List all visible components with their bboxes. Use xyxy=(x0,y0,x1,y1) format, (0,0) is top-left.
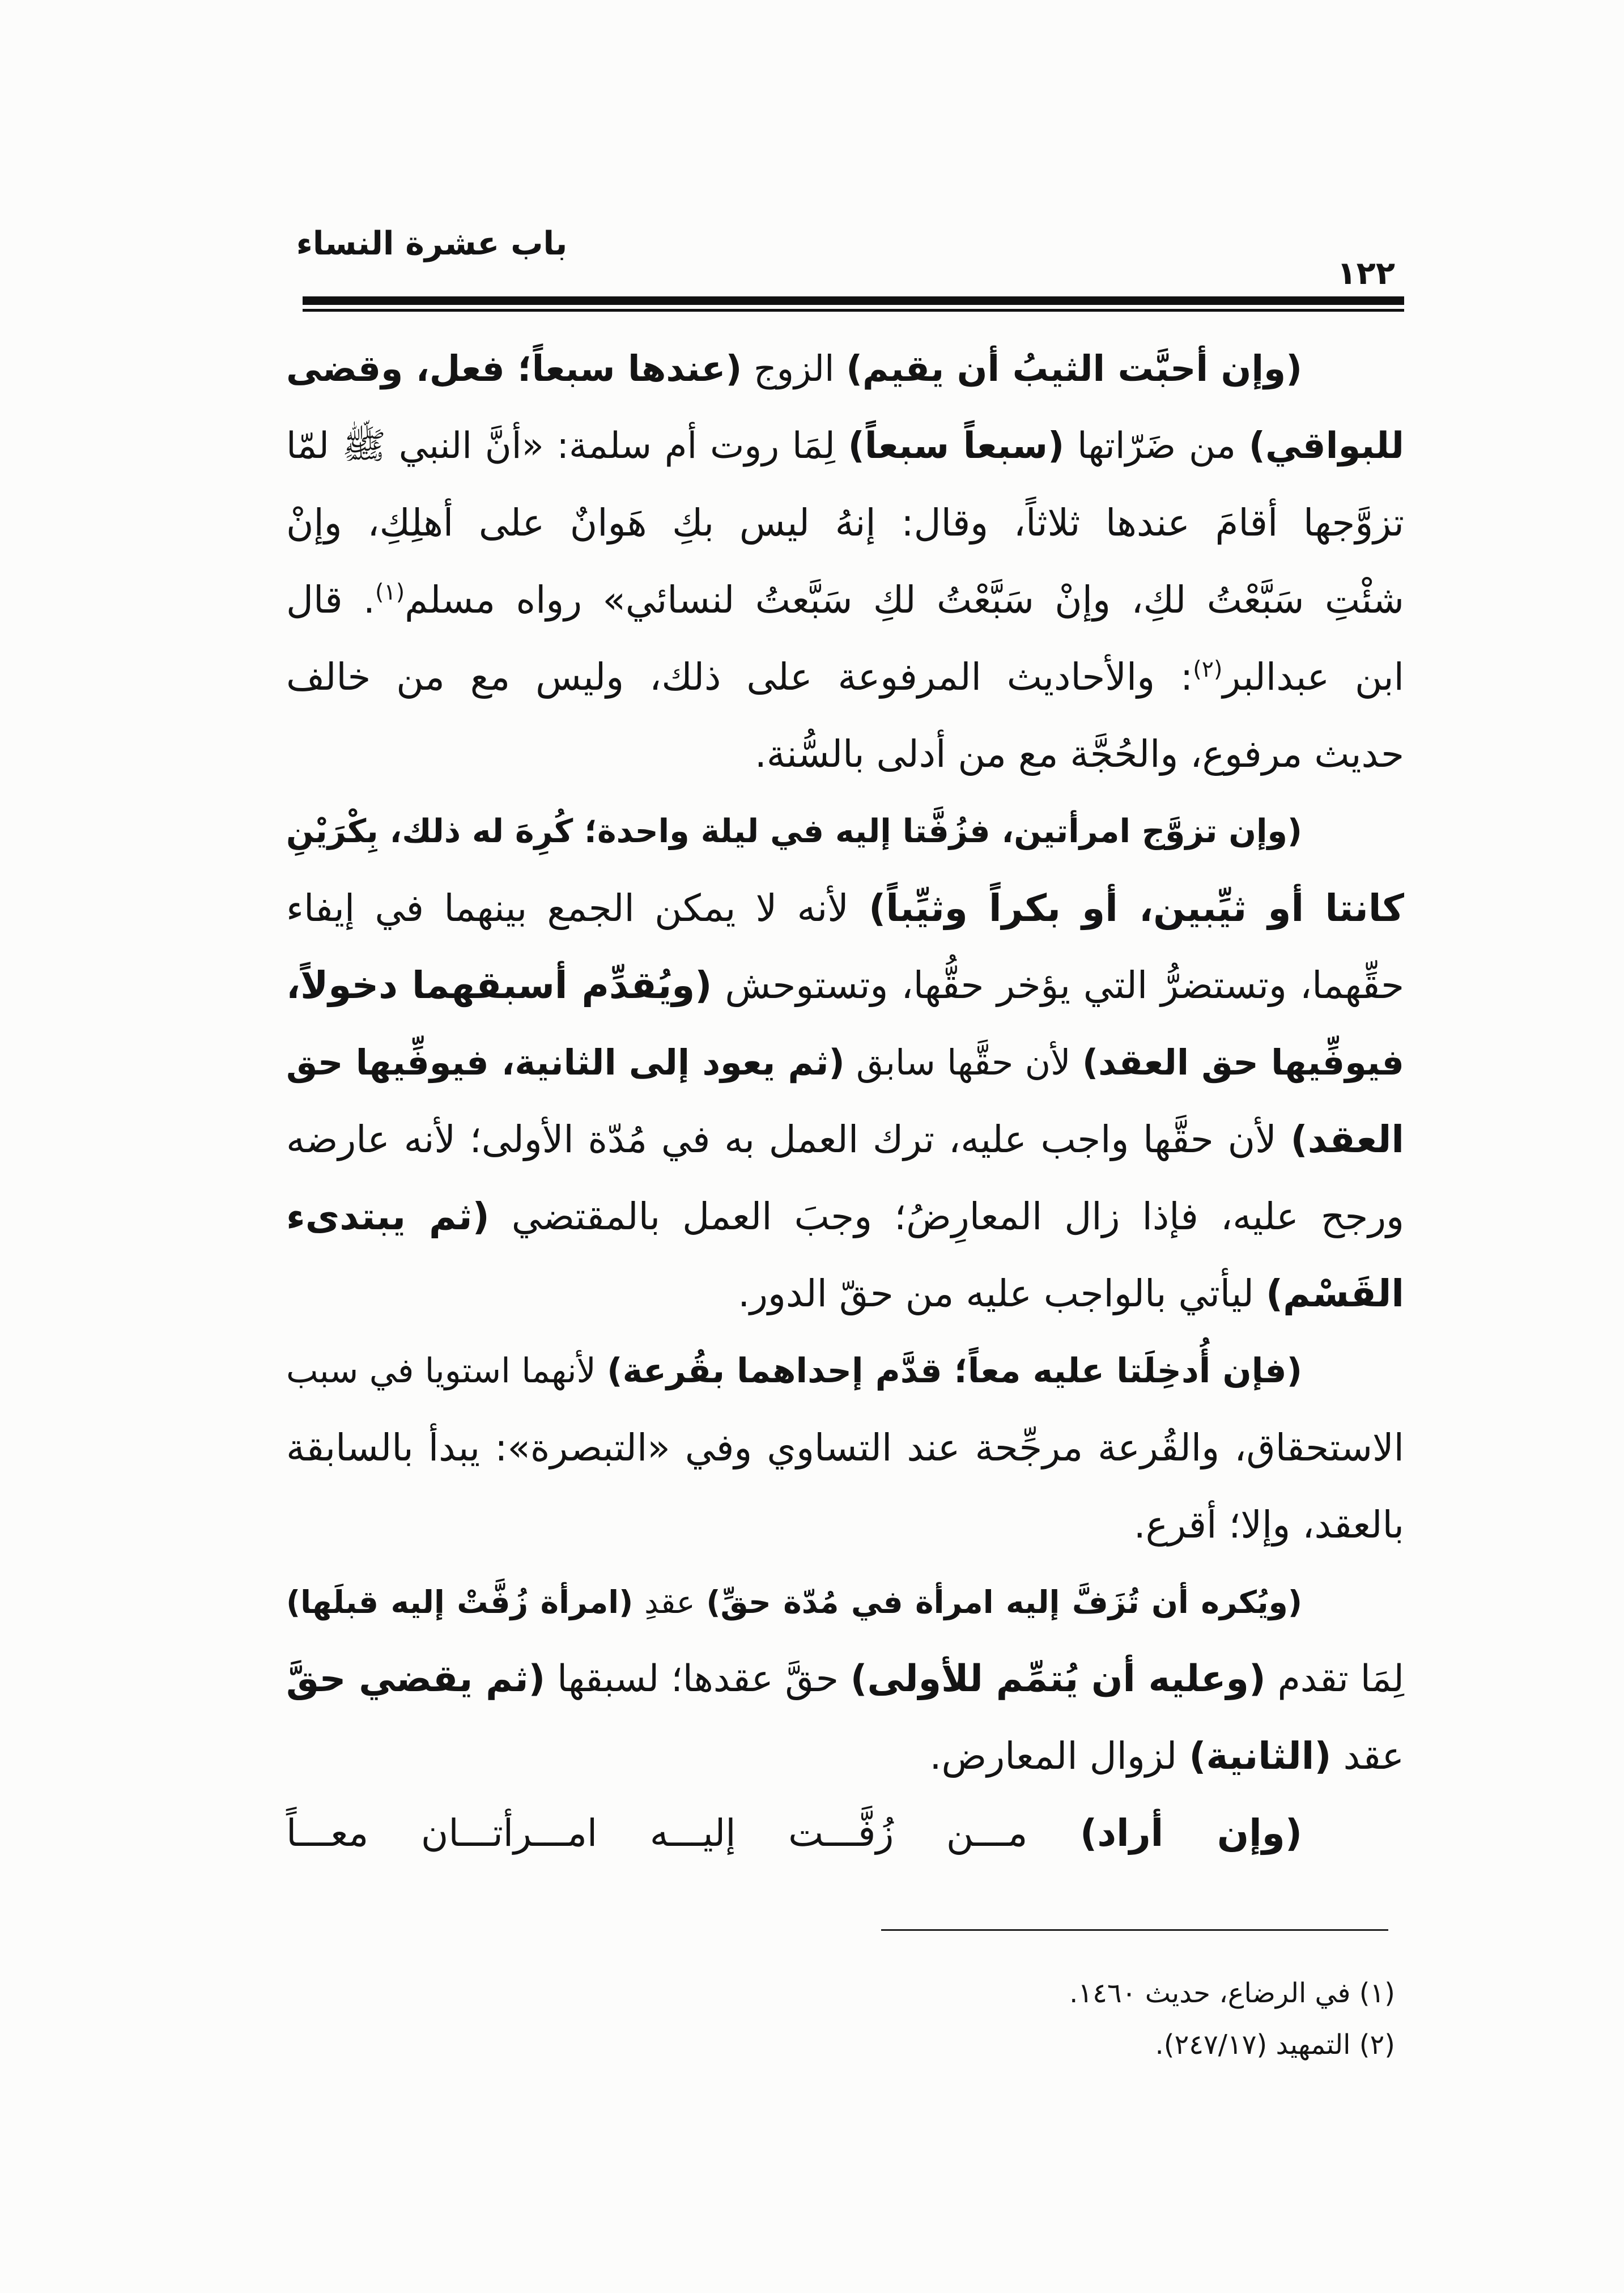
commentary-text: لِمَا تقدم xyxy=(1265,1658,1404,1700)
text-line xyxy=(286,793,1404,870)
text-line xyxy=(286,1332,1404,1409)
text-line xyxy=(286,716,1404,793)
matn-text: (فإن أُدخِلَتا عليه معاً؛ قدَّم إحداهما بقُرعة) xyxy=(607,1351,1303,1391)
commentary-text: : والأحاديث المرفوعة على ذلك، وليس مع من خالف xyxy=(286,655,1193,699)
matn-text: (ثم يقضي حقَّ xyxy=(286,1658,546,1700)
matn-text: فيوفِّيها حق العقد) xyxy=(1082,1042,1404,1083)
text-line xyxy=(286,1641,1404,1718)
paragraph xyxy=(286,1795,1404,1872)
text-line xyxy=(286,330,1404,407)
text-line xyxy=(286,639,1404,716)
paragraph xyxy=(286,330,1404,793)
matn-text: القَسْم) xyxy=(1266,1272,1404,1315)
commentary-text: لأنه لا يمكن الجمع بينهما في إيفاء xyxy=(286,886,869,930)
commentary-text: . قال xyxy=(286,578,375,622)
commentary-text: لزوال المعارض. xyxy=(929,1734,1189,1778)
text-line xyxy=(286,1718,1404,1795)
header-rule-thin xyxy=(303,309,1404,312)
matn-text: (الثانية) xyxy=(1189,1734,1332,1778)
commentary-text: من ضَرّاتها xyxy=(1064,425,1249,467)
matn-text: (ويُكره أن تُزَفَّ إليه امرأة في مُدّة حقِّ) xyxy=(706,1584,1302,1620)
matn-text: (سبعاً سبعاً) xyxy=(848,425,1065,467)
commentary-text: عقد xyxy=(1331,1734,1404,1778)
commentary-text: ابن عبدالبر xyxy=(1222,655,1404,699)
commentary-text: عقدِ xyxy=(633,1584,707,1620)
matn-text: (وإن تزوَّج امرأتين، فزُفَّتا إليه في ليلة واحدة؛ كُرِهَ له ذلك، بِكْرَيْنِ xyxy=(286,813,1302,850)
matn-text: (وعليه أن يُتمِّم للأولى) xyxy=(850,1658,1266,1700)
footnote-reference: (١) xyxy=(375,579,405,605)
commentary-text: مـــن زُفَّـــت إليـــه امـــرأتـــان معـــاً xyxy=(286,1811,1081,1855)
page-number: ١٢٢ xyxy=(1337,255,1395,292)
commentary-text: لأنهما استويا في سبب xyxy=(286,1351,607,1391)
matn-text: (ويُقدِّم أسبقهما دخولاً، xyxy=(286,963,712,1007)
commentary-text: الاستحقاق، والقُرعة مرجِّحة عند التساوي وفي «التبصرة»: يبدأ بالسابقة xyxy=(286,1426,1404,1470)
matn-text: العقد) xyxy=(1290,1118,1404,1161)
text-line xyxy=(286,870,1404,947)
body-text xyxy=(286,330,1404,1872)
matn-text: كانتا أو ثيِّبين، أو بكراً وثيِّباً) xyxy=(869,886,1405,930)
commentary-text: ورجح عليه، فإذا زال المعارِضُ؛ وجبَ العمل بالمقتضي xyxy=(489,1195,1404,1238)
paragraph xyxy=(286,1564,1404,1795)
text-line xyxy=(286,947,1404,1024)
footnote: (٢) التمهيد (٢٤٧/١٧). xyxy=(1155,2029,1395,2061)
commentary-text: تزوَّجها أقامَ عندها ثلاثاً، وقال: إنهُ ليس بكِ هَوانٌ على أهلِكِ، وإنْ xyxy=(286,501,1404,545)
commentary-text: ليأتي بالواجب عليه من حقّ الدور. xyxy=(738,1272,1266,1315)
matn-text: (وإن أحبَّت الثيبُ أن يقيم) xyxy=(846,348,1302,389)
commentary-text: بالعقد، وإلا؛ أقرع. xyxy=(1133,1503,1404,1547)
commentary-text: لِمَا روت أم سلمة: «أنَّ النبي ﷺ لمّا xyxy=(286,425,848,467)
footnote: (١) في الرضاع، حديث ١٤٦٠. xyxy=(1069,1977,1395,2009)
matn-text: (عندها سبعاً؛ فعل، وقضى xyxy=(286,348,742,389)
paragraph xyxy=(286,1332,1404,1564)
commentary-text: لأن حقَّها واجب عليه، ترك العمل به في مُدّة الأولى؛ لأنه عارضه xyxy=(286,1118,1291,1161)
text-line xyxy=(286,562,1404,639)
footnotes xyxy=(715,1968,1395,2071)
matn-text: (ثم يعود إلى الثانية، فيوفِّيها حق xyxy=(286,1042,845,1083)
text-line xyxy=(286,1024,1404,1101)
text-line xyxy=(286,1487,1404,1564)
text-line xyxy=(286,1178,1404,1255)
paragraph xyxy=(286,793,1404,1332)
text-line xyxy=(286,1409,1404,1487)
running-header-title: باب عشرة النساء xyxy=(296,225,568,262)
text-line xyxy=(286,1564,1404,1641)
matn-text: (امرأة زُفَّتْ إليه قبلَها) xyxy=(286,1584,634,1620)
commentary-text: شئْتِ سَبَّعْتُ لكِ، وإنْ سَبَّعْتُ لكِ سَبَّعتُ لنسائي» رواه مسلم xyxy=(405,578,1404,622)
commentary-text: حديث مرفوع، والحُجَّة مع من أدلى بالسُّنة. xyxy=(754,732,1404,776)
text-line xyxy=(286,407,1404,485)
text-line xyxy=(286,1795,1404,1872)
text-line xyxy=(286,485,1404,562)
commentary-text: لأن حقَّها سابق xyxy=(844,1042,1082,1083)
commentary-text: الزوج xyxy=(742,348,847,389)
text-line xyxy=(286,1101,1404,1178)
matn-text: (ثم يبتدىء xyxy=(286,1195,490,1238)
commentary-text: حقِّهما، وتستضرُّ التي يؤخر حقُّها، وتستوحش xyxy=(712,963,1404,1007)
commentary-text: حقَّ عقدها؛ لسبقها xyxy=(545,1658,851,1700)
text-line xyxy=(286,1255,1404,1332)
footnote-reference: (٢) xyxy=(1193,656,1223,682)
header-rule-thick xyxy=(303,296,1404,305)
matn-text: للبواقي) xyxy=(1248,425,1405,467)
matn-text: (وإن أراد) xyxy=(1080,1811,1302,1855)
footnote-separator xyxy=(881,1929,1388,1931)
